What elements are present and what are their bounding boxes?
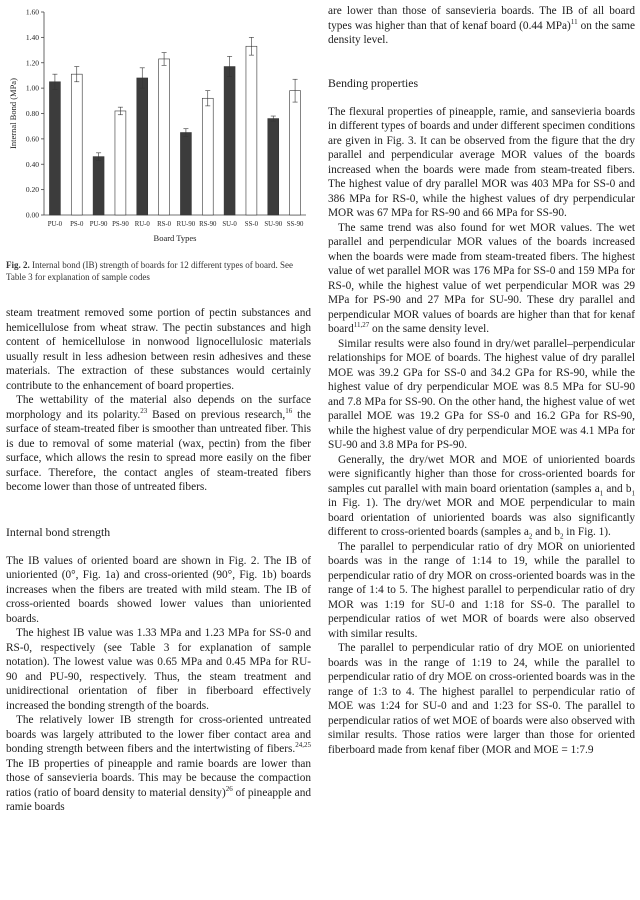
paragraph: Generally, the dry/wet MOR and MOE of unioriented boards were significantly higher than those for cross-oriented boards for samples cut parallel with main board orientation (samples $a_1$ and $b_1$ in Fig. 1). The dry/wet MOR and MOE perpendicular to main board orientation of unioriented boards was also significantly different to cross-oriented boards (samples $a_2$ and $b_2$ in Fig. 1).	[328, 453, 636, 541]
x-tick-label: SS-90	[286, 221, 304, 228]
paragraph: The parallel to perpendicular ratio of dry MOE on unioriented boards was in the range of 1:19 to 24, while the parallel to perpendicular ratio of dry MOE on cross-oriented boards was in the range of 1:3 to 4. The highest parallel to perpendicular ratio of MOE was 1:24 for SU-0 and and 1:23 for SS-0. The parallel to perpendicular ratios of wet MOE of boards were also observed with similar results. Those ratios were larger than those for oriented fiberboard made from kenaf fiber (MOR and MOE = 1:7.9	[328, 642, 635, 756]
y-tick-label: 0.40	[25, 159, 39, 169]
paragraph: Similar results were also found in dry/wet parallel–perpendicular relationships for MOE of boards. The highest value of dry parallel MOE was 39.2 GPa for SS-0 and 34.2 GPa for RS-90, while the highest value of dry perpendicular MOE was 8.5 MPa for SU-90 and 7.8 MPa for SS-90. On the other hand, the highest value of wet parallel MOE was 19.2 GPa for SS-0 and 16.2 GPa for RS-90, while the highest value of dry perpendicular MOE was 4.1 MPa for SU-90 and 3.8 MPa for PS-90.	[328, 337, 635, 451]
caption-text: Internal bond (IB) strength of boards for 12 different types of board. See Table 3 for explanation of sample codes	[6, 260, 294, 282]
figure-2	[6, 0, 311, 250]
y-axis-label: Internal Bond (MPa)	[8, 78, 18, 149]
x-tick-label: SU-90	[264, 221, 283, 228]
y-tick-label: 0.80	[25, 109, 39, 118]
paragraph: The relatively lower IB strength for cross-oriented untreated boards was largely attributed to the lower fiber contact area and bonding strength between fibers and the intertwisting of fibers.$^{24,25}$ The IB properties of pineapple and ramie boards are lower than those of sansevieria boards. This may be because the compaction ratios (ratio of board density to material density)$^{26}$ of pineapple and ramie boards	[6, 714, 311, 813]
paragraph: The parallel to perpendicular ratio of dry MOR on unioriented boards was in the range of 1:14 to 19, while the parallel to perpendicular ratio of dry MOR on cross-oriented boards was in the range of 1:4 to 5. The highest parallel to perpendicular ratio of dry MOR was 1:19 for SU-0 and 1:18 for SS-0. The parallel to perpendicular ratios of wet MOR of boards were also observed with similar results.	[328, 540, 635, 640]
section-heading: Bending properties	[328, 75, 419, 90]
y-tick-label: 0.20	[25, 185, 39, 195]
paragraph: steam treatment removed some portion of pectin substances and hemicellulose from wheat straw. The pectin substances and high content of hemicellulose in nonwood lignocellulosic materials usually result in less adhesion between resin adhesives and these materials. The extraction of these substances would certainly contribute to the enhancement of board properties.	[6, 307, 311, 392]
ib-bar-chart	[6, 0, 311, 250]
x-tick-label: PU-0	[47, 221, 63, 228]
bar-ru-90	[180, 133, 191, 215]
x-axis-label: Board Types	[153, 233, 197, 243]
bar-ps-90	[115, 111, 126, 215]
x-tick-label: PS-0	[70, 221, 84, 228]
x-tick-label: SU-0	[222, 221, 237, 228]
x-tick-label: PS-90	[112, 221, 129, 228]
bar-rs-90	[202, 98, 213, 215]
x-tick-label: RS-0	[157, 221, 172, 228]
paragraph: The IB values of oriented board are shown in Fig. 2. The IB of unioriented (0°, Fig. 1a) and cross-oriented (90°, Fig. 1b) boards increases when the fibers are treated with mild steam. The IB of cross-oriented boards showed lower values than unioriented boards.	[6, 554, 311, 625]
figure-caption	[6, 259, 306, 283]
x-tick-label: RS-90	[199, 221, 217, 228]
bar-su-0	[224, 67, 235, 215]
bar-ps-0	[71, 74, 82, 215]
y-tick-label: 1.00	[25, 83, 39, 93]
section-heading: Internal bond strength	[6, 524, 111, 539]
bar-pu-0	[49, 82, 60, 215]
paragraph: are lower than those of sansevieria boards. The IB of all board types was higher than that of kenaf board (0.44 MPa)$^{11}$ on the same density level.	[328, 5, 635, 46]
x-tick-label: RU-0	[134, 221, 150, 228]
x-tick-label: RU-90	[176, 221, 196, 228]
bar-su-90	[268, 119, 279, 215]
bar-ss-0	[246, 46, 257, 215]
paragraph: The flexural properties of pineapple, ramie, and sansevieria boards in different types of boards and under different specimen conditions are given in Fig. 3. It can be observed from the figure that the dry parallel and perpendicular average MOR values of the boards increased when the boards were made from steam-treated fibers. The highest value of dry parallel MOR was 403 MPa for SS-0 and 386 MPa for RS-0, while the highest values of dry perpendicular MOR was 67 MPa for RS-90 and 66 MPa for SS-90.	[328, 105, 635, 219]
y-tick-label: 0.60	[25, 134, 39, 144]
bar-ru-0	[137, 78, 148, 215]
y-tick-label: 0.00	[25, 210, 39, 220]
caption-label: Fig. 2.	[6, 260, 30, 270]
right-column	[328, 0, 635, 757]
paragraph: The highest IB value was 1.33 MPa and 1.23 MPa for SS-0 and RS-0, respectively (see Table 3 for explanation of sample notation). The lowest value was 0.65 MPa and 0.45 MPa for RU-90 and PU-90, respectively. Thus, the steam treatment and unidirectional orientation of fiber in fiberboard effectively increased the bonding strength of the boards.	[6, 627, 311, 712]
x-tick-label: SS-0	[244, 221, 259, 228]
left-body	[6, 306, 311, 815]
left-column	[6, 0, 311, 813]
paragraph: The same trend was also found for wet MOR values. The wet parallel and perpendicular MOR values of the boards increased when the boards were made from steam-treated fibers. The highest value of wet parallel MOR was 176 MPa for SS-0 and 159 MPa for RS-0, while the highest value of wet perpendicular MOR was 29 MPa for PS-90 and 27 MPa for SU-90. These dry parallel and perpendicular MOR values of boards are higher than that for kenaf board$^{11,27}$ on the same density level.	[328, 221, 635, 335]
x-tick-label: PU-90	[89, 221, 108, 228]
paragraph: The wettability of the material also depends on the surface morphology and its polarity.$^{23}$ Based on previous research,$^{16}$ the surface of steam-treated fiber is smoother than untreated fiber. This is due to removal of some material (wax, pectin) from the fiber surface, which allows the resin to spread more easily on the fiber surface. Therefore, the contact angles of steam-treated fibers become lower than those of untreated fibers.	[6, 394, 311, 493]
y-tick-label: 1.40	[25, 32, 39, 42]
bar-pu-90	[93, 157, 104, 215]
bar-rs-0	[159, 59, 170, 215]
bar-ss-90	[290, 91, 301, 215]
y-tick-label: 1.60	[25, 7, 39, 17]
y-tick-label: 1.20	[25, 58, 39, 68]
